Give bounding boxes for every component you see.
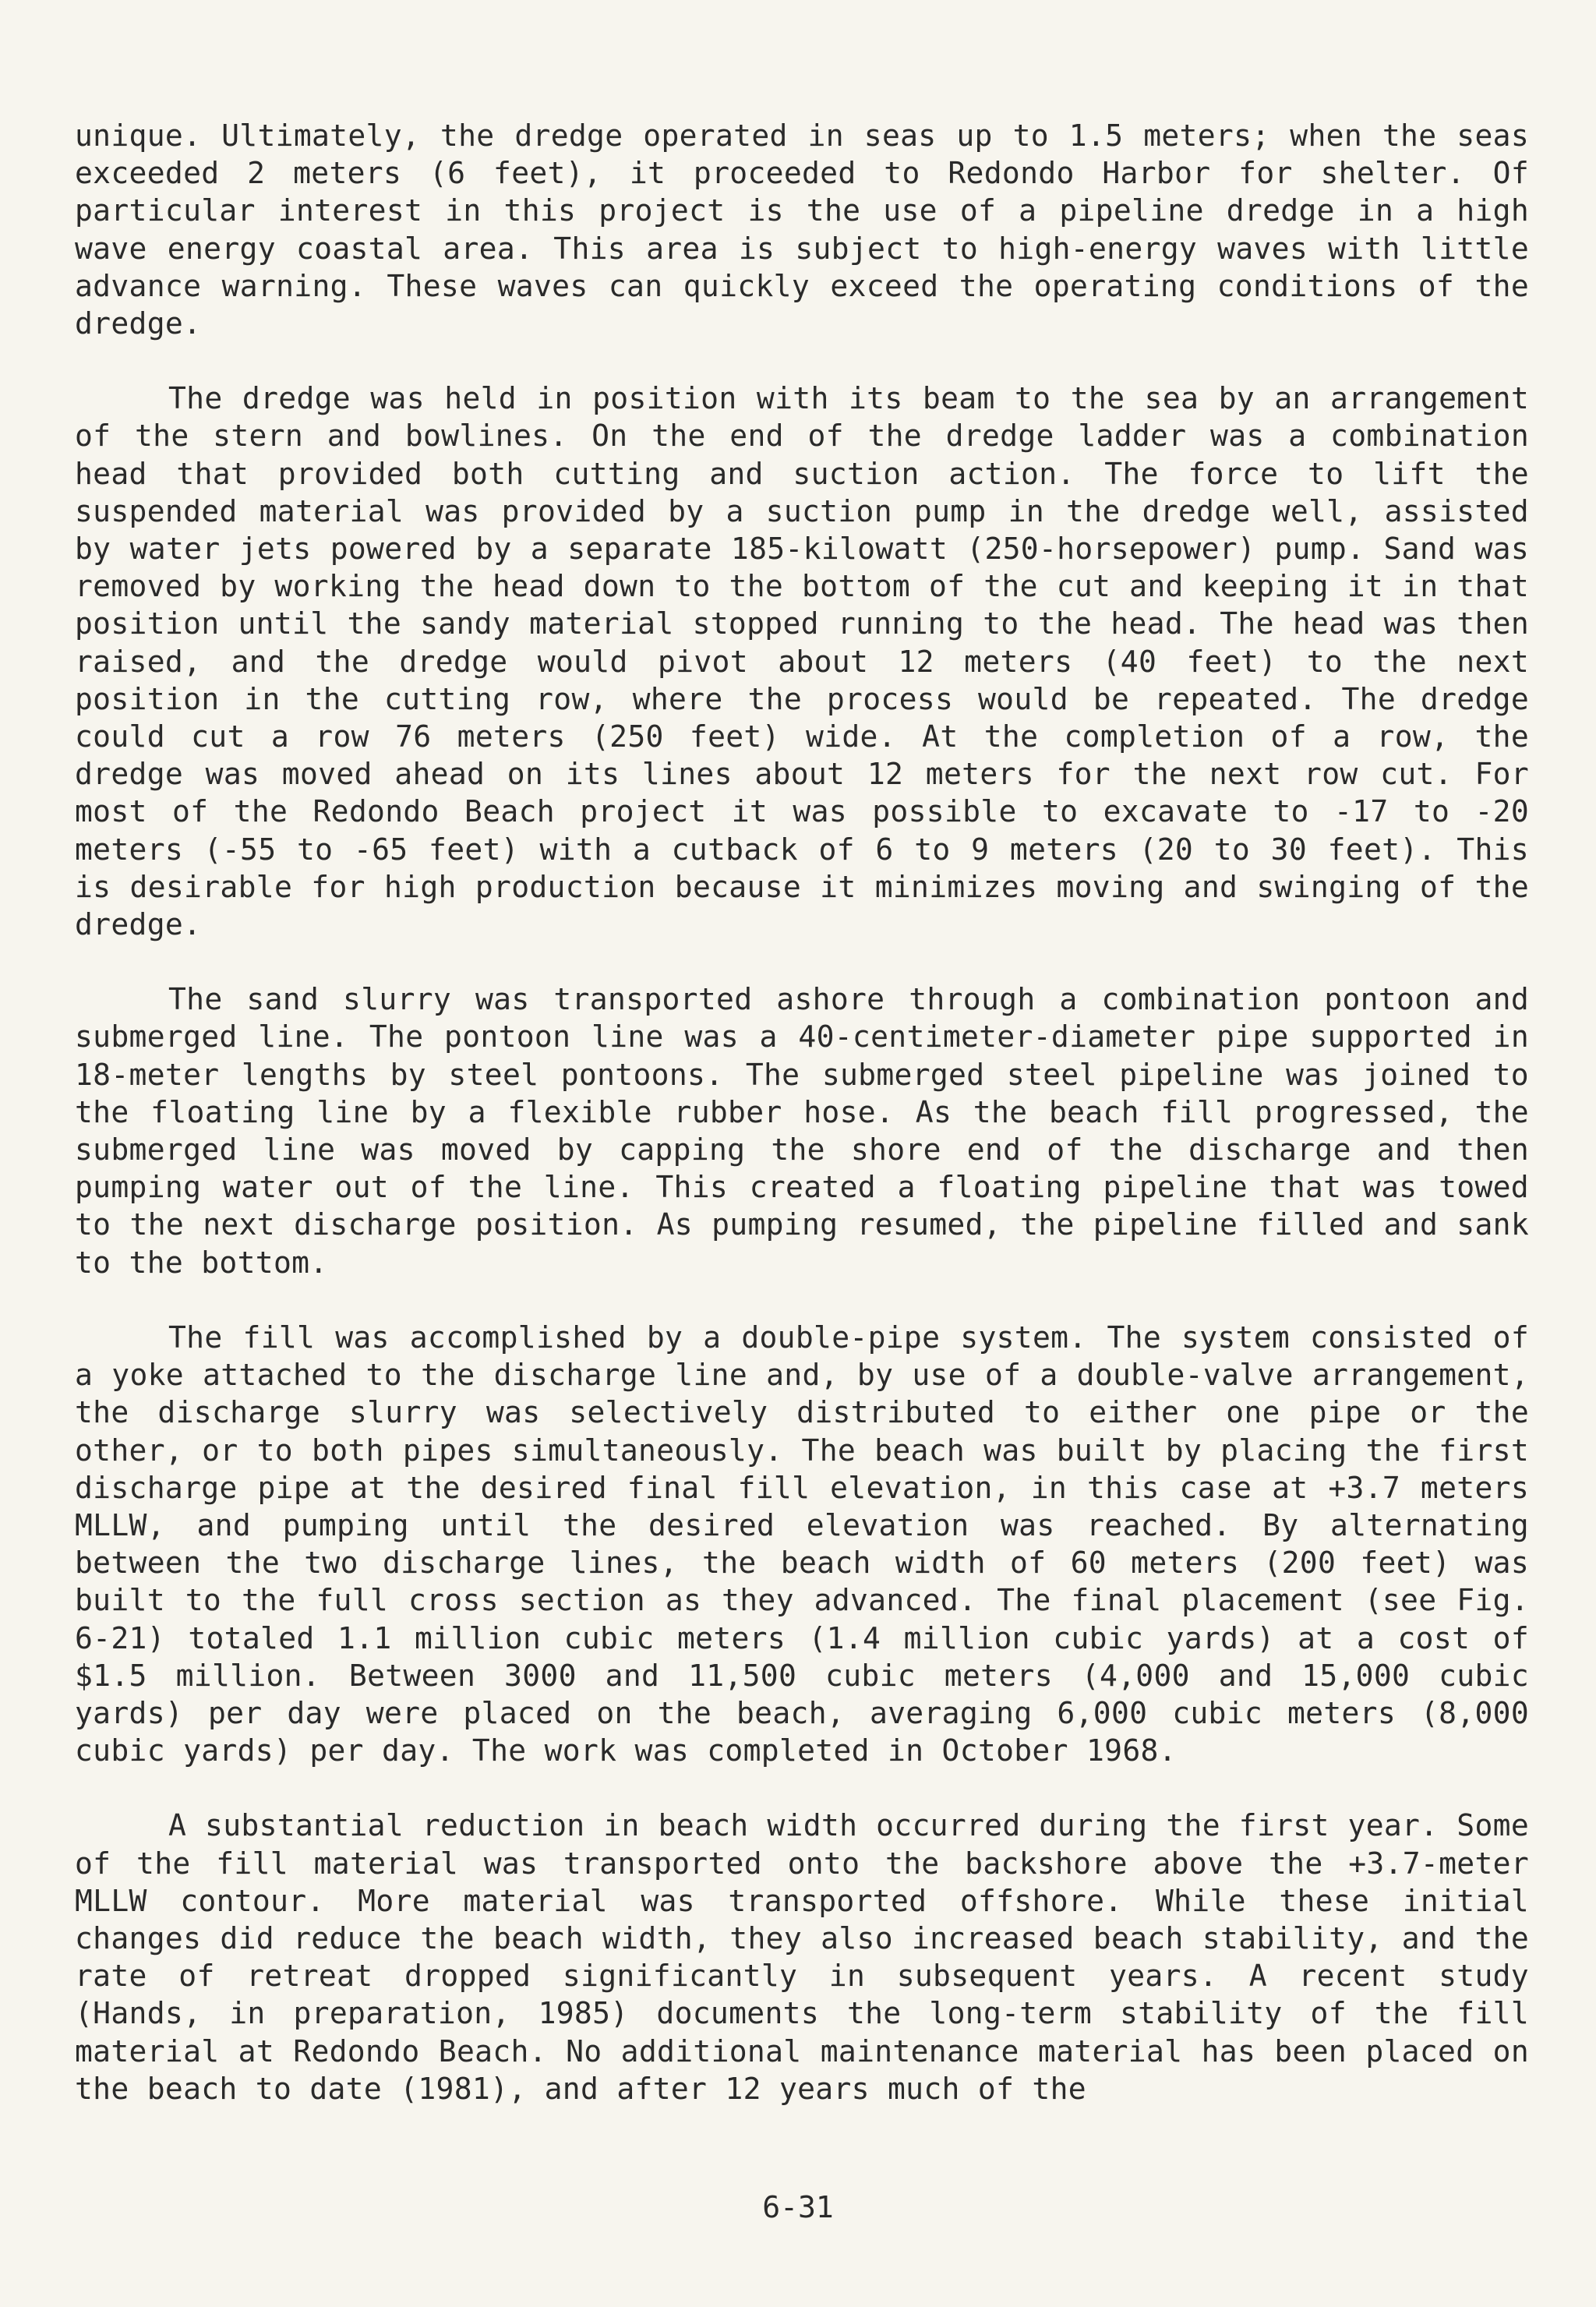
paragraph-dredge-positioning: The dredge was held in position with its beam to the sea by an arrangement of the stern and bowlines. On the end of the dredge ladder was a combination head that provided both cutting and suction action. The force to lift the suspended material was provided by a suction pump in the dredge well, assisted by water jets powered by a separate 185-kilowatt (250-horsepower) pump. Sand was removed by working the head down to the bottom of the cut and keeping it in that position until the sandy material stopped running to the head. The head was then raised, and the dredge would pivot about 12 meters (40 feet) to the next position in the cutting row, where the process would be repeated. The dredge could cut a row 76 meters (250 feet) wide. At the completion of a row, the dredge was moved ahead on its lines about 12 meters for the next row cut. For most of the Redondo Beach project it was possible to excavate to -17 to -20 meters (-55 to -65 feet) with a cutback of 6 to 9 meters (20 to 30 feet). This is desirable for high production because it minimizes moving and swinging of the dredge. xyxy=(75,381,1529,942)
paragraph-beach-width-reduction: A substantial reduction in beach width occurred during the first year. Some of the fill material was transported onto the backshore above the +3.7-meter MLLW contour. More material was transported offshore. While these initial changes did reduce the beach width, they also increased beach stability, and the rate of retreat dropped significantly in subsequent years. A recent study (Hands, in preparation, 1985) documents the long-term stability of the fill material at Redondo Beach. No additional maintenance material has been placed on the beach to date (1981), and after 12 years much of the xyxy=(75,1808,1529,2106)
paragraph-double-pipe-fill: The fill was accomplished by a double-pipe system. The system consisted of a yoke attached to the discharge line and, by use of a double-valve arrangement, the discharge slurry was selectively distributed to either one pipe or the other, or to both pipes simultaneously. The beach was built by placing the first discharge pipe at the desired final fill elevation, in this case at +3.7 meters MLLW, and pumping until the desired elevation was reached. By alternating between the two discharge lines, the beach width of 60 meters (200 feet) was built to the full cross section as they advanced. The final placement (see Fig. 6-21) totaled 1.1 million cubic meters (1.4 million cubic yards) at a cost of $1.5 million. Between 3000 and 11,500 cubic meters (4,000 and 15,000 cubic yards) per day were placed on the beach, averaging 6,000 cubic meters (8,000 cubic yards) per day. The work was completed in October 1968. xyxy=(75,1320,1529,1768)
page-number: 6-31 xyxy=(762,2190,834,2224)
paragraph-continued-dredge-seas: unique. Ultimately, the dredge operated in seas up to 1.5 meters; when the seas exceeded 2 meters (6 feet), it proceeded to Redondo Harbor for shelter. Of particular interest in this project is the use of a pipeline dredge in a high wave energy coastal area. This area is subject to high-energy waves with little advance warning. These waves can quickly exceed the operating conditions of the dredge. xyxy=(75,118,1529,341)
document-body xyxy=(75,117,1529,2145)
paragraph-sand-slurry-transport: The sand slurry was transported ashore through a combination pontoon and submerged line. The pontoon line was a 40-centimeter-diameter pipe supported in 18-meter lengths by steel pontoons. The submerged steel pipeline was joined to the floating line by a flexible rubber hose. As the beach fill progressed, the submerged line was moved by capping the shore end of the discharge and then pumping water out of the line. This created a floating pipeline that was towed to the next discharge position. As pumping resumed, the pipeline filled and sank to the bottom. xyxy=(75,982,1529,1280)
